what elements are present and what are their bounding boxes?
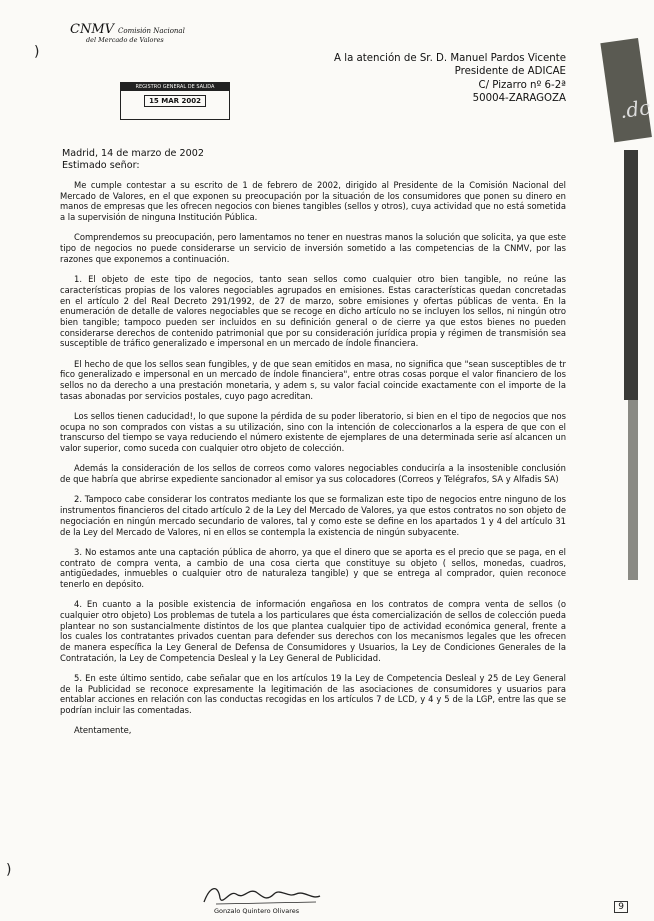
address-line: A la atención de Sr. D. Manuel Pardos Vicente (334, 53, 566, 64)
address-line: 50004-ZARAGOZA (472, 92, 566, 104)
body-paragraph: 5. En este último sentido, cabe señalar que en los artículos 19 la Ley de Competencia Desleal y 25 de Ley General de la Publicidad se reconoce expresamente la legitimación de las asociaciones de consumidores y usuarios para entablar acciones en relación con las conductas recogidas en los artículos 7 de LCD, y 4 y 5 de la LGP, entre las que se podrían incluir las comentadas. (60, 673, 566, 716)
body-paragraph: Además la consideración de los sellos de correos como valores negociables conduciría a la insostenible conclusión de que habría que abrirse expediente sancionador al emisor ya sus colocadores (Correos y Telégrafos, SA y Alfadis SA) (60, 463, 566, 485)
body-paragraph: Me cumple contestar a su escrito de 1 de febrero de 2002, dirigido al Presidente de la Comisión Nacional del Mercado de Valores, en el que exponen su preocupación por la situación de los consumidores que ponen su dinero en manos de empresas que les ofrecen negocios con bienes tangibles (sellos y otros), cuya actividad que no está sometida a la supervisión de ninguna Institución Pública. (60, 180, 566, 223)
address-line: Presidente de ADICAE (454, 66, 566, 78)
stamp-title: REGISTRO GENERAL DE SALIDA (121, 83, 229, 91)
body-paragraph: 2. Tampoco cabe considerar los contratos mediante los que se formalizan este tipo de negocios entre ninguno de los instrumentos financieros del citado artículo 2 de la Ley del Mercado de Valores, ya que estos contratos no son objeto de negociación en ningún mercado secundario de valores, tal y como este se define en los apartados 1 y 4 del artículo 31 de la Ley del Mercado de Valores, ni en ellos se contempla la existencia de ningún subyacente. (60, 494, 566, 537)
cnmv-logo (70, 22, 220, 44)
page-number: 9 (614, 901, 628, 913)
scan-edge-strip-lower (628, 400, 638, 580)
signature (196, 880, 346, 920)
margin-bracket-bottom: ) (6, 862, 12, 878)
closing: Atentamente, (74, 725, 132, 736)
body-paragraph: Los sellos tienen caducidad!, lo que supone la pérdida de su poder liberatorio, si bien en el tipo de negocios que nos ocupa no son comprados con vistas a su utilización, sino con la intención de coleccionarlos a la espera de que con el transcurso del tiempo se vaya reduciendo el número existente de ejemplares de una determinada serie así alcancen un valor superior, como suceda con cualquier otro objeto de colección. (60, 411, 566, 454)
recipient-address (316, 52, 566, 105)
body-paragraph: 3. No estamos ante una captación pública de ahorro, ya que el dinero que se aporta es el precio que se paga, en el contrato de compra venta, a cambio de una cosa cierta que constituye su objeto ( sellos, monedas, cuadros, antigüedades, inmuebles o cualquier otro de naturaleza tangible) y que se entrega al comprador, quien reconoce tenerlo en depósito. (60, 546, 566, 589)
letter-body (60, 180, 566, 746)
scan-edge-strip (624, 150, 638, 400)
date-greeting (62, 148, 204, 172)
edge-glyph: .dc (618, 95, 652, 124)
letter-greeting: Estimado señor: (62, 160, 140, 171)
margin-bracket-top: ) (34, 44, 40, 60)
logo-text: Comisión Nacional (118, 27, 185, 35)
letter-date: Madrid, 14 de marzo de 2002 (62, 148, 204, 159)
handwritten-signature (196, 880, 346, 910)
scan-edge-photo (600, 38, 652, 142)
body-paragraph: 4. En cuanto a la posible existencia de información engañosa en los contratos de compra venta de sellos (o cualquier otro objeto) Los problemas de tutela a los particulares que ésta comercialización de sellos de colección pueda plantear no son sustancialmente distintos de los que plantea cualquier tipo de actividad económica general, frente a los cuales los contratantes privados cuentan para defender sus derechos con los mecanismos legales que les ofrecen de manera específica la Ley General de Defensa de Consumidores y Usuarios, la Ley de Condiciones Generales de la Contratación, la Ley de Competencia Desleal y la Ley General de Publicidad. (60, 599, 566, 663)
body-paragraph: Comprendemos su preocupación, pero lamentamos no tener en nuestras manos la solución que solicita, ya que este tipo de negocios no puede considerarse un servicio de inversión sometido a las competencias de la CNMV, por las razones que exponemos a continuación. (60, 232, 566, 264)
logo-subtitle: del Mercado de Valores (86, 36, 164, 44)
registry-stamp (120, 82, 230, 120)
signer-name: Gonzalo Quintero Olivares (214, 907, 300, 915)
stamp-date: 15 MAR 2002 (144, 95, 206, 107)
address-line: C/ Pizarro nº 6-2ª (478, 79, 566, 91)
logo-wordmark: CNMV (70, 22, 115, 37)
body-paragraph: El hecho de que los sellos sean fungibles, y de que sean emitidos en masa, no significa que "sean susceptibles de tr fico generalizado e impersonal en un mercado de índole financiera", entre otras cosas porque el valor financiero de los sellos no da derecho a una prestación monetaria, y adem s, su valor facial coincide exactamente con el importe de la tasas abonadas por servicios postales, cuyo pago acreditan. (60, 358, 566, 401)
body-paragraph: 1. El objeto de este tipo de negocios, tanto sean sellos como cualquier otro bien tangible, no reúne las características propias de los valores negociables agrupados en emisiones. Estas características quedan concretadas en el artículo 2 del Real Decreto 291/1992, de 27 de marzo, sobre emisiones y ofertas públicas de venta. En la enumeración de detalle de valores negociables que se recoge en dicho artículo no se incluyen los sellos, ni ningún otro bien tangible; tampoco pueden ser incluidos en su definición general o de cierre ya que estos bienes no pueden considerarse derechos de contenido patrimonial que por su consideración jurídica propia y régimen de transmisión sea susceptible de tráfico generalizado e impersonal en un mercado de índole financiera. (60, 274, 566, 349)
